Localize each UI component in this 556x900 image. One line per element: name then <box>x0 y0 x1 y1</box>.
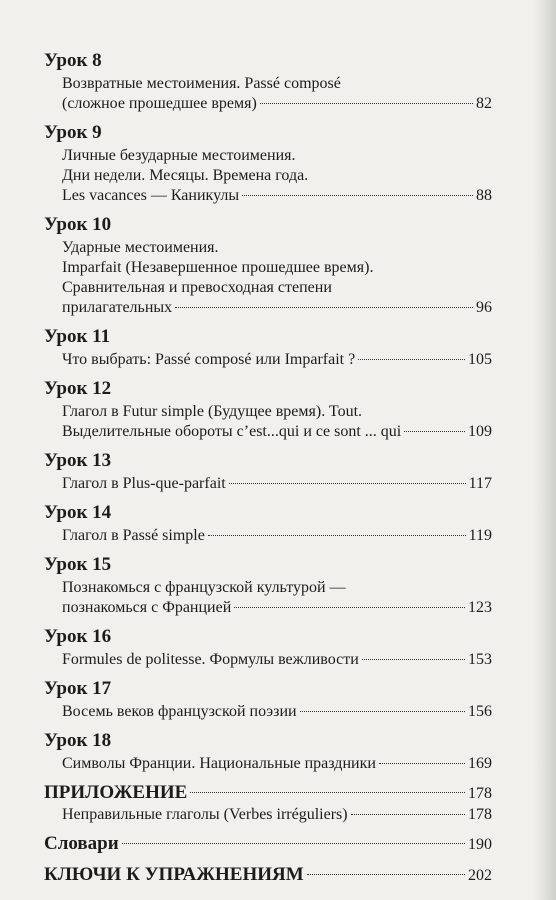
dictionaries-heading <box>44 833 492 856</box>
entry-text: познакомься с Францией <box>62 599 232 616</box>
toc-entry <box>62 474 492 494</box>
lesson-title: Урок 10 <box>44 214 112 235</box>
toc-dictionaries <box>44 833 492 856</box>
entry-text: Formules de politesse. Формулы вежливости <box>62 651 359 668</box>
page-number: 105 <box>468 351 492 368</box>
page-number: 117 <box>468 475 492 492</box>
lesson-title: Урок 15 <box>44 554 112 575</box>
lesson-title: Урок 18 <box>44 730 112 751</box>
toc-entry <box>62 166 492 186</box>
toc-entry <box>62 278 492 298</box>
lesson-title: Урок 12 <box>44 378 112 399</box>
toc-entry <box>62 598 492 618</box>
toc-entry <box>62 526 492 546</box>
dot-leader <box>300 711 465 712</box>
entry-text: Глагол в Plus-que-parfait <box>62 475 226 492</box>
entry-text: Выделительные обороты c’est...qui и ce sont ... qui <box>62 423 402 440</box>
toc-entry <box>62 350 492 370</box>
toc-entry <box>62 650 492 670</box>
dot-leader <box>234 607 465 608</box>
dot-leader <box>358 359 465 360</box>
lesson-title: Урок 9 <box>44 122 102 143</box>
appendix-heading <box>44 782 492 805</box>
page-number: 169 <box>468 755 492 772</box>
toc-entry <box>62 238 492 258</box>
table-of-contents <box>44 50 492 895</box>
lesson-title: Урок 13 <box>44 450 112 471</box>
toc-lesson-14 <box>44 502 492 546</box>
toc-entry <box>62 702 492 722</box>
page-number: 156 <box>468 703 492 720</box>
entry-text: Возвратные местоимения. Passé composé <box>62 75 341 92</box>
lesson-title: Урок 8 <box>44 50 102 71</box>
page-number: 178 <box>468 806 492 823</box>
dot-leader <box>122 843 465 844</box>
toc-entry <box>62 94 492 114</box>
entry-text: Сравнительная и превосходная степени <box>62 279 332 296</box>
toc-lesson-15 <box>44 554 492 618</box>
entry-text: Глагол в Futur simple (Будущее время). Tout. <box>62 403 363 420</box>
lesson-title: Урок 14 <box>44 502 112 523</box>
entry-text: Неправильные глаголы (Verbes irréguliers) <box>62 806 348 823</box>
dot-leader <box>242 195 473 196</box>
toc-lesson-12 <box>44 378 492 442</box>
lesson-title: Урок 16 <box>44 626 112 647</box>
page-number: 119 <box>468 527 492 544</box>
dot-leader <box>208 535 466 536</box>
dot-leader <box>307 874 465 875</box>
page-number: 96 <box>476 299 492 316</box>
entry-text: Личные безударные местоимения. <box>62 147 296 164</box>
dot-leader <box>175 307 473 308</box>
toc-lesson-10 <box>44 214 492 318</box>
dot-leader <box>362 659 465 660</box>
entry-text: Les vacances — Каникулы <box>62 187 240 204</box>
toc-entry <box>62 258 492 278</box>
keys-heading <box>44 864 492 887</box>
dot-leader <box>190 792 465 793</box>
toc-entry <box>62 186 492 206</box>
toc-lesson-11 <box>44 326 492 370</box>
entry-text: Imparfait (Незавершенное прошедшее время). <box>62 259 374 276</box>
entry-text: Дни недели. Месяцы. Времена года. <box>62 167 309 184</box>
toc-appendix <box>44 782 492 825</box>
page-number: 109 <box>468 423 492 440</box>
toc-entry <box>62 298 492 318</box>
toc-entry <box>62 754 492 774</box>
entry-text: Что выбрать: Passé composé или Imparfait ? <box>62 351 356 368</box>
entry-text: Глагол в Passé simple <box>62 527 205 544</box>
dot-leader <box>260 103 473 104</box>
lesson-title: Урок 17 <box>44 678 112 699</box>
toc-entry <box>62 402 492 422</box>
dot-leader <box>351 814 465 815</box>
entry-text: (сложное прошедшее время) <box>62 95 257 112</box>
entry-text: Познакомься с французской культурой — <box>62 579 346 596</box>
entry-text: прилагательных <box>62 299 173 316</box>
toc-entry <box>62 74 492 94</box>
page-number: 190 <box>468 836 492 853</box>
entry-text: Ударные местоимения. <box>62 239 219 256</box>
toc-entry <box>62 146 492 166</box>
toc-lesson-9 <box>44 122 492 206</box>
entry-text: Восемь веков французской поэзии <box>62 703 297 720</box>
toc-entry <box>62 578 492 598</box>
page-number: 82 <box>476 95 492 112</box>
appendix-title: ПРИЛОЖЕНИЕ <box>44 782 188 803</box>
toc-lesson-16 <box>44 626 492 670</box>
page-number: 88 <box>476 187 492 204</box>
page-edge-shadow <box>534 0 556 900</box>
toc-lesson-13 <box>44 450 492 494</box>
dot-leader <box>404 431 465 432</box>
page-number: 202 <box>468 867 492 884</box>
dictionaries-title: Словари <box>44 833 119 854</box>
toc-entry <box>62 422 492 442</box>
lesson-title: Урок 11 <box>44 326 111 347</box>
page-number: 123 <box>468 599 492 616</box>
toc-lesson-18 <box>44 730 492 774</box>
page-number: 178 <box>468 785 492 802</box>
toc-lesson-17 <box>44 678 492 722</box>
keys-title: КЛЮЧИ К УПРАЖНЕНИЯМ <box>44 864 304 885</box>
toc-entry <box>62 805 492 825</box>
toc-lesson-8 <box>44 50 492 114</box>
entry-text: Символы Франции. Национальные праздники <box>62 755 376 772</box>
dot-leader <box>379 763 465 764</box>
page-number: 153 <box>468 651 492 668</box>
dot-leader <box>229 483 466 484</box>
toc-keys <box>44 864 492 887</box>
